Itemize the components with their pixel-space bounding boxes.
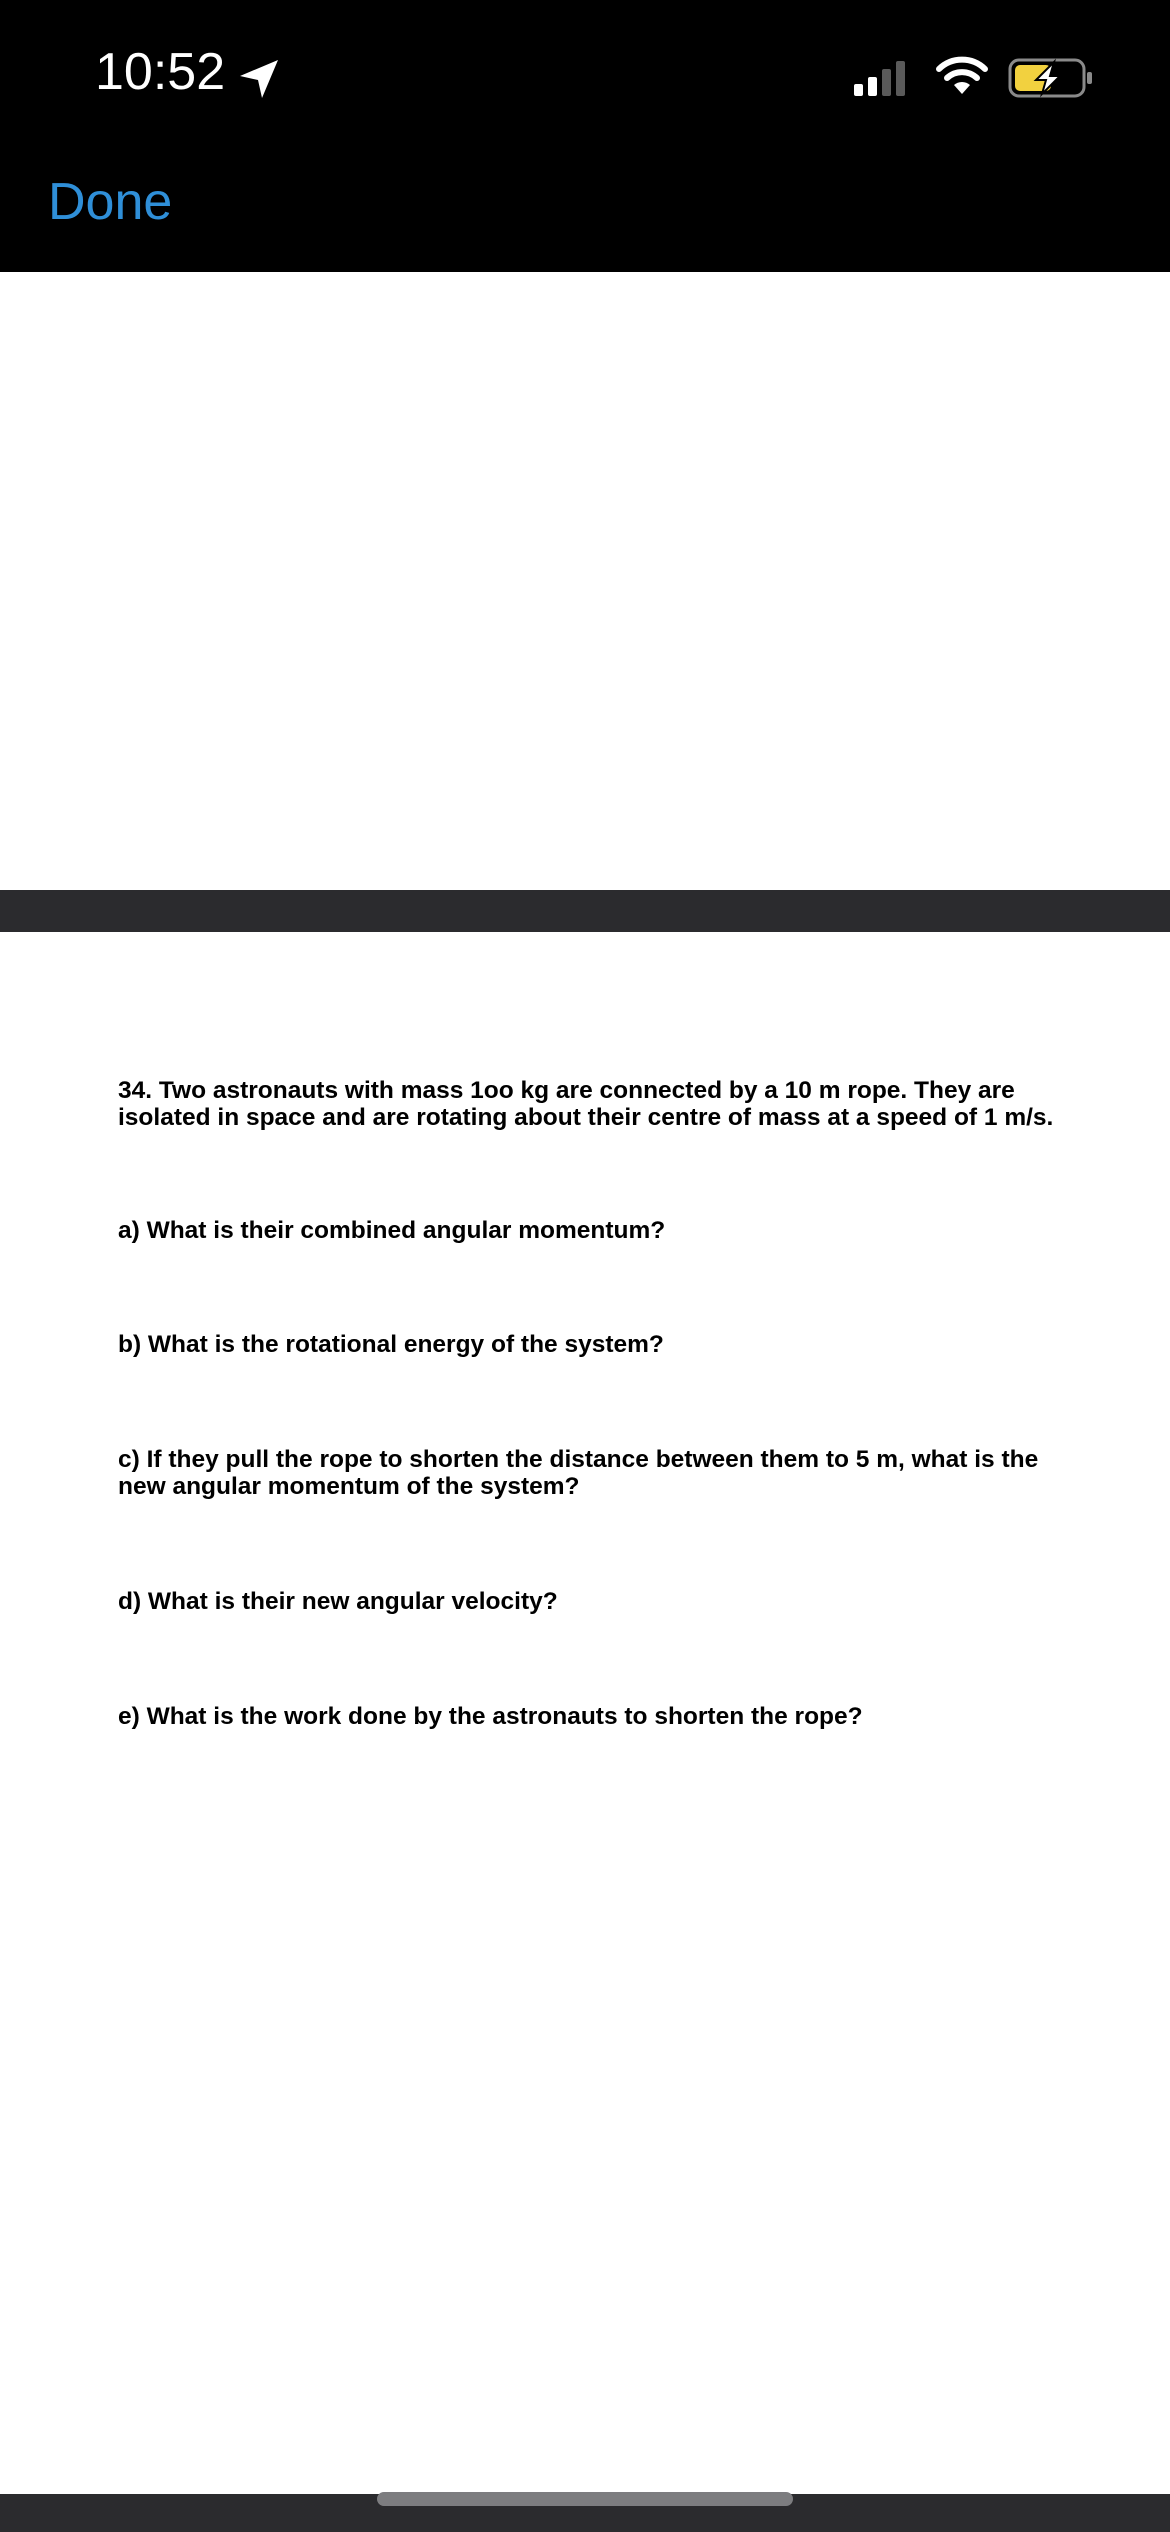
navigation-bar [0, 150, 1170, 272]
done-button[interactable]: Done [48, 173, 173, 231]
page-separator [0, 890, 1170, 932]
previous-page-blank [0, 272, 1170, 890]
home-indicator[interactable] [377, 2492, 793, 2506]
question-c: c) If they pull the rope to shorten the distance between them to 5 m, what is the new angular momentum of the system? [118, 1446, 1039, 1500]
question-d: d) What is their new angular velocity? [118, 1588, 558, 1615]
cellular-signal-icon [854, 60, 914, 96]
wifi-icon [935, 56, 989, 96]
location-arrow-icon [236, 56, 282, 102]
question-e: e) What is the work done by the astronauts to shorten the rope? [118, 1703, 863, 1730]
clock-time: 10:52 [95, 43, 226, 101]
problem-intro: 34. Two astronauts with mass 1oo kg are connected by a 10 m rope. They are isolated in space and are rotating about their centre of mass at a speed of 1 m/s. [118, 1077, 1054, 1131]
question-b: b) What is the rotational energy of the system? [118, 1331, 664, 1358]
battery-charging-icon [1008, 56, 1094, 100]
question-a: a) What is their combined angular momentum? [118, 1217, 666, 1244]
